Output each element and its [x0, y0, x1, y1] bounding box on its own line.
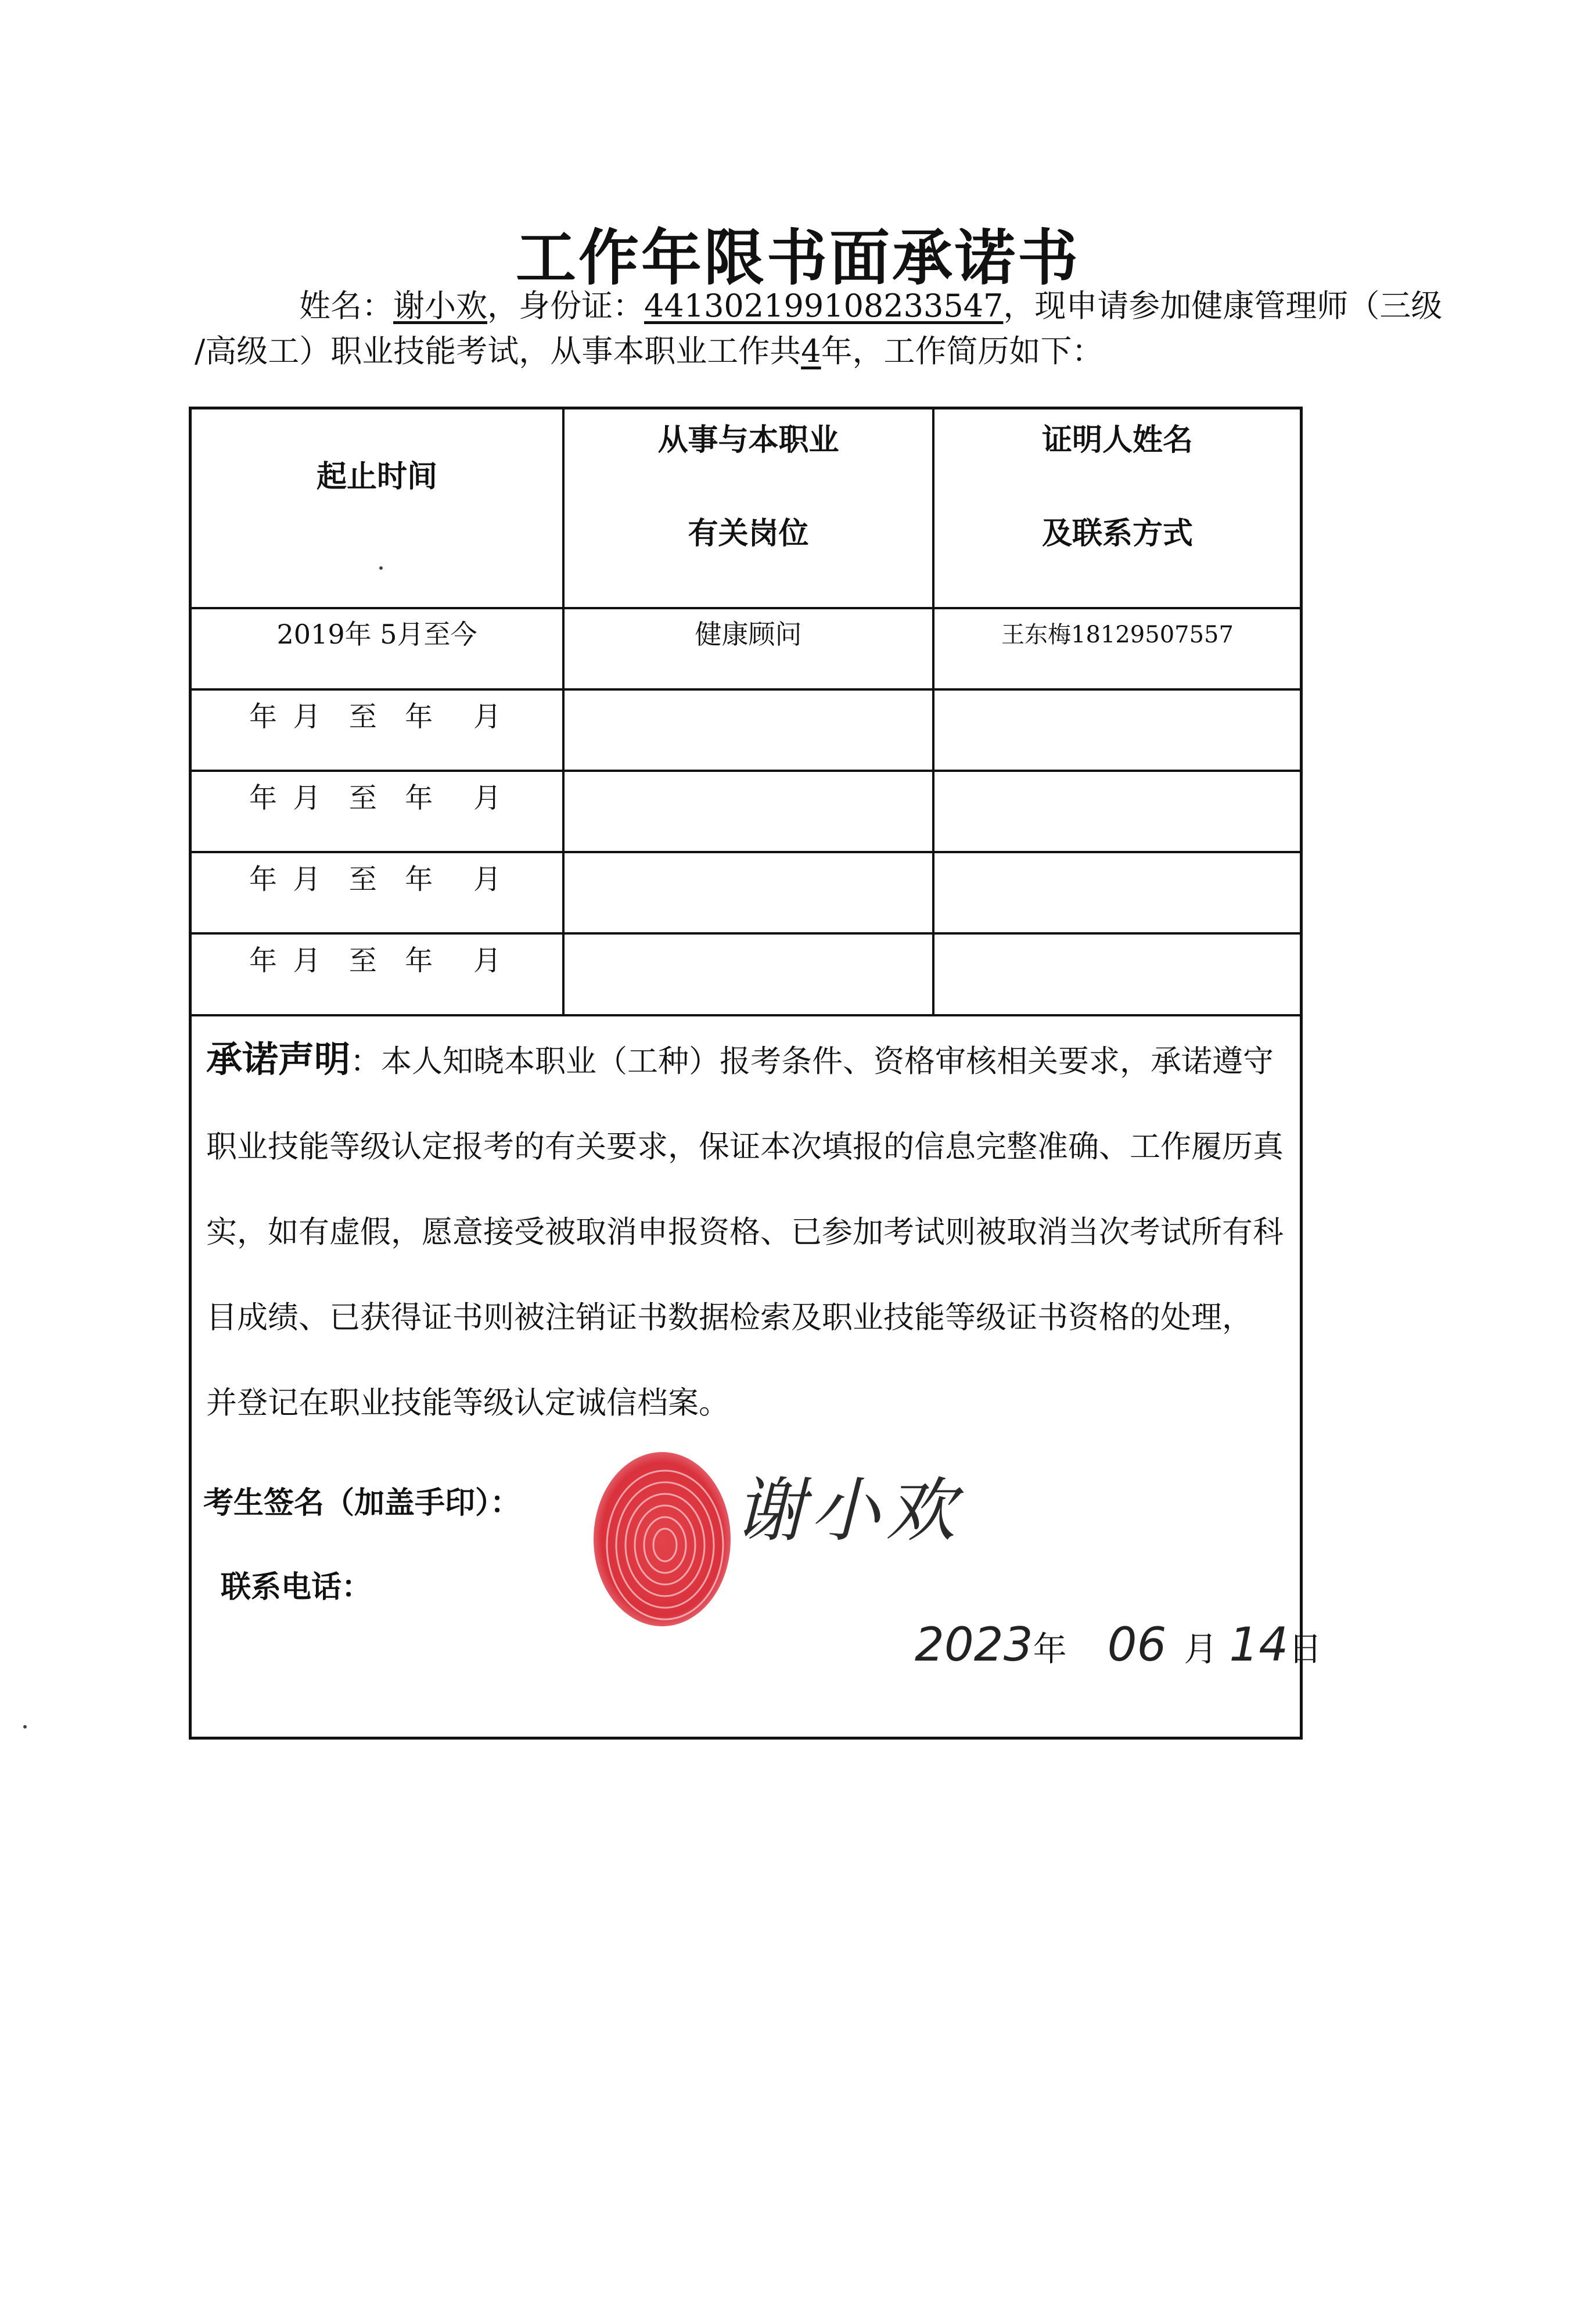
years-value: 4	[801, 333, 821, 369]
date-day: 14	[1229, 1618, 1289, 1672]
signature-label: 考生签名（加盖手印）：	[203, 1485, 521, 1521]
pledge-lead: 承诺声明	[206, 1038, 351, 1080]
sign-date	[915, 1618, 1322, 1672]
date-month: 06	[1107, 1618, 1167, 1672]
pledge-statement	[206, 1016, 1286, 1446]
intro-paragraph	[195, 283, 1443, 374]
table-row-period: 2019年 5月至今	[276, 619, 477, 650]
date-year-suffix: 年	[1033, 1629, 1067, 1669]
handwritten-signature: 谢小欢	[735, 1471, 961, 1551]
header-position	[565, 409, 932, 607]
name-label: 姓名：	[299, 288, 393, 324]
header-period-label: 起止时间	[316, 458, 437, 494]
date-day-suffix: 日	[1288, 1629, 1322, 1669]
id-label: ，身份证：	[487, 288, 644, 324]
date-month-suffix: 月	[1184, 1629, 1218, 1669]
header-position-line2: 有关岗位	[688, 516, 809, 551]
table-row-witness: 王东梅18129507557	[1001, 621, 1234, 648]
fingerprint-stamp	[584, 1443, 741, 1635]
date-year: 2023	[915, 1618, 1033, 1672]
work-history-table	[189, 407, 1322, 1740]
intro-line2-text-a: /高级工）职业技能考试，从事本职业工作共	[195, 333, 801, 369]
header-period	[192, 409, 562, 537]
header-witness-line1: 证明人姓名	[1041, 422, 1193, 458]
table-row-period: 年 月 至 年 月	[249, 863, 505, 896]
table-row-period: 年 月 至 年 月	[249, 944, 505, 977]
intro-line-2	[195, 329, 1345, 374]
table-row-position: 健康顾问	[695, 619, 802, 650]
intro-line2-text-b: 年，工作简历如下：	[821, 333, 1103, 369]
apply-text: ，现申请参加健康管理师（三级	[1003, 288, 1443, 324]
header-witness	[934, 409, 1300, 607]
intro-line-1	[195, 283, 1443, 329]
name-value: 谢小欢	[393, 288, 487, 324]
speck-mark	[379, 566, 383, 570]
table-row-period: 年 月 至 年 月	[249, 700, 505, 733]
pledge-body: 本人知晓本职业（工种）报考条件、资格审核相关要求，承诺遵守职业技能等级认定报考的有关要求，保证本次填报的信息完整准确、工作履历真实，如有虚假，愿意接受被取消申报资格、已参加考试则被取消当次考试所有科目成绩、已获得证书则被注销证书数据检索及职业技能等级证书资格的处理， 并登记在职业技能等级认定诚信档案。	[206, 1044, 1284, 1421]
pledge-colon: ：	[350, 1044, 382, 1079]
speck-mark	[23, 1725, 27, 1729]
document-title: 工作年限书面承诺书	[515, 222, 1080, 293]
phone-label: 联系电话：	[221, 1569, 372, 1605]
id-number-value: 441302199108233547	[644, 288, 1004, 324]
header-position-line1: 从事与本职业	[657, 422, 839, 458]
header-witness-line2: 及联系方式	[1041, 516, 1193, 551]
table-row-period: 年 月 至 年 月	[249, 781, 505, 814]
